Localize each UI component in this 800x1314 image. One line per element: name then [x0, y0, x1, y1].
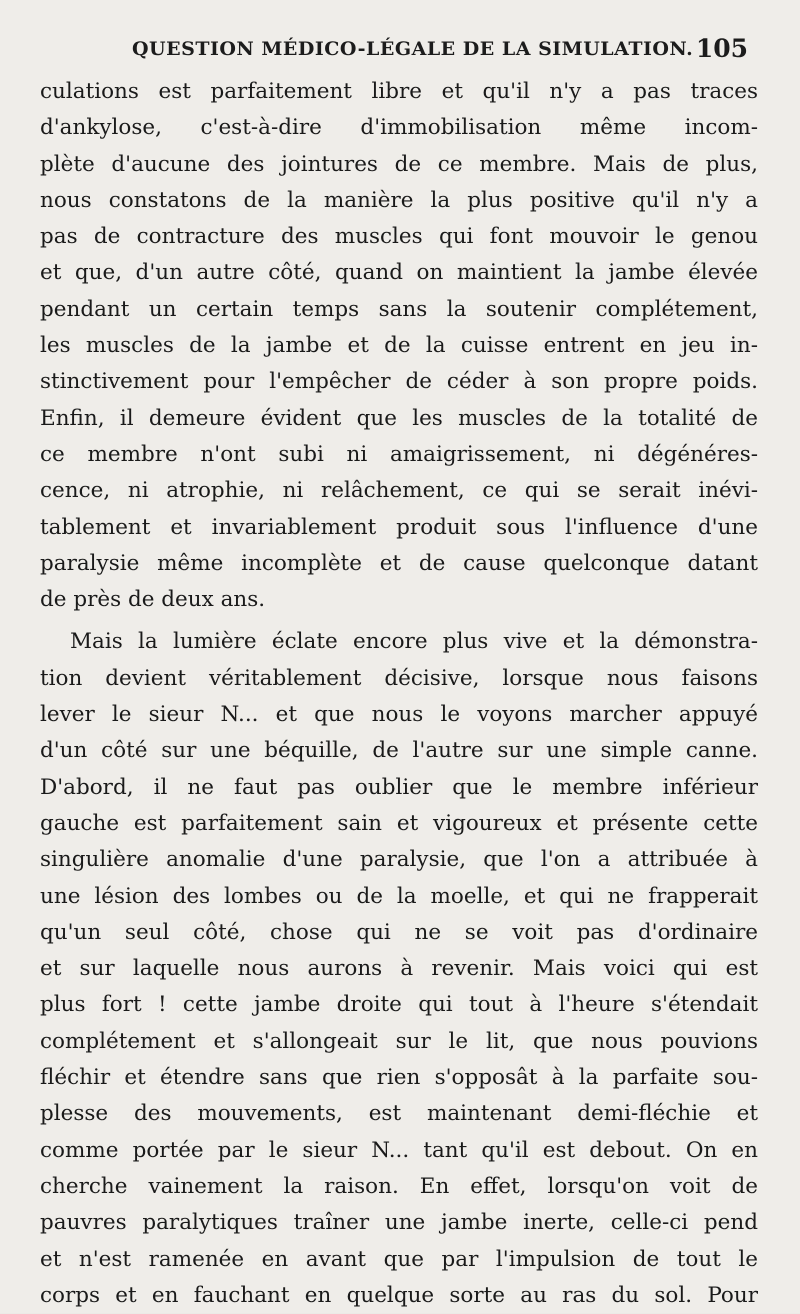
text-line: et sur laquelle nous aurons à revenir. Mais voici qui est — [40, 956, 758, 982]
text-line: plète d'aucune des jointures de ce membre. Mais de plus, — [40, 151, 758, 177]
text-line: lever le sieur N... et que nous le voyons marcher appuyé — [40, 702, 758, 728]
text-line: D'abord, il ne faut pas oublier que le membre inférieur — [40, 774, 758, 800]
text-line: Mais la lumière éclate encore plus vive et la démonstra- — [70, 629, 758, 655]
text-line: corps et en fauchant en quelque sorte au ras du sol. Pour — [40, 1282, 758, 1308]
text-line: comme portée par le sieur N... tant qu'il est debout. On en — [40, 1137, 758, 1163]
text-line: singulière anomalie d'une paralysie, que l'on a attribuée à — [40, 847, 758, 873]
body-text — [40, 74, 758, 1314]
text-line: Enfin, il demeure évident que les muscles de la totalité de — [40, 405, 758, 431]
text-line: plus fort ! cette jambe droite qui tout à l'heure s'étendait — [40, 992, 758, 1018]
text-line: ce membre n'ont subi ni amaigrissement, ni dégénéres- — [40, 441, 758, 467]
text-line: gauche est parfaitement sain et vigoureux et présente cette — [40, 810, 758, 836]
page-number: 105 — [695, 34, 748, 63]
text-line: tion devient véritablement décisive, lorsque nous faisons — [40, 665, 758, 691]
text-line: cence, ni atrophie, ni relâchement, ce qui se serait inévi- — [40, 478, 758, 504]
text-line: plesse des mouvements, est maintenant demi-fléchie et — [40, 1101, 758, 1127]
text-line: de près de deux ans. — [40, 587, 266, 613]
text-line: stinctivement pour l'empêcher de céder à son propre poids. — [40, 369, 758, 395]
text-line: qu'un seul côté, chose qui ne se voit pas d'ordinaire — [40, 919, 758, 945]
text-line: nous constatons de la manière la plus positive qu'il n'y a — [40, 187, 758, 213]
text-line: les muscles de la jambe et de la cuisse entrent en jeu in- — [40, 333, 758, 359]
paragraph-1 — [40, 74, 758, 618]
text-line: et que, d'un autre côté, quand on maintient la jambe élevée — [40, 260, 758, 286]
paragraph-2 — [40, 624, 758, 1314]
running-title: QUESTION MÉDICO-LÉGALE DE LA SIMULATION. — [132, 38, 694, 60]
page-header — [40, 36, 752, 68]
text-line: pas de contracture des muscles qui font mouvoir le genou — [40, 224, 758, 250]
text-line: paralysie même incomplète et de cause quelconque datant — [40, 550, 758, 576]
text-line: fléchir et étendre sans que rien s'opposât à la parfaite sou- — [40, 1065, 758, 1091]
text-line: pauvres paralytiques traîner une jambe inerte, celle-ci pend — [40, 1210, 758, 1236]
text-line: cherche vainement la raison. En effet, lorsqu'on voit de — [40, 1173, 758, 1199]
text-line: pendant un certain temps sans la soutenir complétement, — [40, 296, 758, 322]
text-line: et n'est ramenée en avant que par l'impulsion de tout le — [40, 1246, 758, 1272]
text-line: complétement et s'allongeait sur le lit, que nous pouvions — [40, 1028, 758, 1054]
text-line: d'ankylose, c'est-à-dire d'immobilisation même incom- — [40, 115, 758, 141]
text-line: une lésion des lombes ou de la moelle, et qui ne frapperait — [40, 883, 758, 909]
text-line: d'un côté sur une béquille, de l'autre sur une simple canne. — [40, 738, 758, 764]
text-line: culations est parfaitement libre et qu'il n'y a pas traces — [40, 79, 758, 104]
text-line: tablement et invariablement produit sous l'influence d'une — [40, 514, 758, 540]
